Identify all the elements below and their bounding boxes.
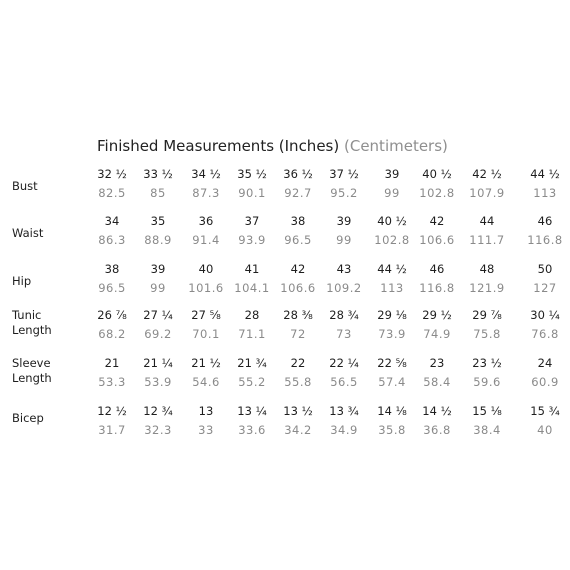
cm-value: 33.6 <box>238 423 266 437</box>
measurement-cell <box>412 355 462 390</box>
cm-value: 38.4 <box>473 423 501 437</box>
inch-value: 40 <box>198 262 214 276</box>
inch-value: 42 <box>290 262 306 276</box>
inch-value: 14 ½ <box>422 404 452 418</box>
row-label <box>12 411 44 426</box>
measurement-cell <box>462 355 512 390</box>
measurement-cell <box>87 261 137 296</box>
cm-value: 99 <box>336 233 352 247</box>
inch-value: 44 ½ <box>377 262 407 276</box>
inch-value: 41 <box>244 262 260 276</box>
inch-value: 46 <box>537 214 553 228</box>
cm-value: 40 <box>537 423 553 437</box>
cm-value: 106.6 <box>280 281 316 295</box>
title-centimeters: (Centimeters) <box>344 137 448 155</box>
inch-value: 12 ¾ <box>143 404 173 418</box>
cm-value: 57.4 <box>378 375 406 389</box>
measurement-cell <box>273 166 323 201</box>
inch-value: 24 <box>537 356 553 370</box>
inch-value: 22 ⅝ <box>377 356 407 370</box>
measurement-cell <box>367 403 417 438</box>
measurement-cell <box>273 307 323 342</box>
row-label <box>12 179 38 194</box>
cm-value: 92.7 <box>284 186 312 200</box>
cm-value: 56.5 <box>330 375 358 389</box>
measurement-cell <box>319 213 369 248</box>
measurement-cell <box>273 403 323 438</box>
cm-value: 59.6 <box>473 375 501 389</box>
measurement-cell <box>412 403 462 438</box>
inch-value: 28 ¾ <box>329 308 359 322</box>
measurement-cell <box>181 261 231 296</box>
measurement-cell <box>133 213 183 248</box>
measurement-cell <box>133 403 183 438</box>
inch-value: 21 ¼ <box>143 356 173 370</box>
inch-value: 27 ¼ <box>143 308 173 322</box>
measurement-cell <box>227 213 277 248</box>
inch-value: 35 ½ <box>237 167 267 181</box>
measurement-cell <box>133 166 183 201</box>
cm-value: 53.9 <box>144 375 172 389</box>
cm-value: 55.2 <box>238 375 266 389</box>
inch-value: 34 ½ <box>191 167 221 181</box>
inch-value: 48 <box>479 262 495 276</box>
inch-value: 36 ½ <box>283 167 313 181</box>
inch-value: 37 ½ <box>329 167 359 181</box>
measurement-cell <box>87 213 137 248</box>
measurement-cell <box>227 307 277 342</box>
cm-value: 69.2 <box>144 327 172 341</box>
cm-value: 96.5 <box>98 281 126 295</box>
row-label <box>12 274 31 289</box>
measurement-cell <box>273 213 323 248</box>
cm-value: 104.1 <box>234 281 270 295</box>
measurement-cell <box>319 355 369 390</box>
cm-value: 109.2 <box>326 281 362 295</box>
measurement-cell <box>87 355 137 390</box>
cm-value: 86.3 <box>98 233 126 247</box>
row-label-line: Bicep <box>12 411 44 425</box>
measurement-cell <box>367 307 417 342</box>
cm-value: 127 <box>533 281 557 295</box>
cm-value: 85 <box>150 186 166 200</box>
inch-value: 36 <box>198 214 214 228</box>
inch-value: 44 <box>479 214 495 228</box>
inch-value: 32 ½ <box>97 167 127 181</box>
inch-value: 42 <box>429 214 445 228</box>
cm-value: 53.3 <box>98 375 126 389</box>
cm-value: 87.3 <box>192 186 220 200</box>
inch-value: 15 ¾ <box>530 404 560 418</box>
inch-value: 28 <box>244 308 260 322</box>
measurement-cell <box>227 355 277 390</box>
measurement-cell <box>412 307 462 342</box>
cm-value: 31.7 <box>98 423 126 437</box>
row-label-line: Sleeve <box>12 356 51 370</box>
inch-value: 21 ½ <box>191 356 221 370</box>
inch-value: 33 ½ <box>143 167 173 181</box>
cm-value: 106.6 <box>419 233 455 247</box>
title-inches: Finished Measurements (Inches) <box>97 137 340 155</box>
cm-value: 73 <box>336 327 352 341</box>
measurement-cell <box>367 355 417 390</box>
inch-value: 13 <box>198 404 214 418</box>
cm-value: 99 <box>150 281 166 295</box>
inch-value: 22 ¼ <box>329 356 359 370</box>
measurement-cell <box>520 307 570 342</box>
inch-value: 15 ⅛ <box>472 404 502 418</box>
cm-value: 55.8 <box>284 375 312 389</box>
inch-value: 12 ½ <box>97 404 127 418</box>
inch-value: 38 <box>104 262 120 276</box>
measurement-cell <box>133 261 183 296</box>
cm-value: 116.8 <box>527 233 563 247</box>
measurement-cell <box>87 403 137 438</box>
inch-value: 13 ¼ <box>237 404 267 418</box>
inch-value: 29 ⅞ <box>472 308 502 322</box>
cm-value: 73.9 <box>378 327 406 341</box>
cm-value: 75.8 <box>473 327 501 341</box>
cm-value: 99 <box>384 186 400 200</box>
measurement-cell <box>520 166 570 201</box>
measurement-cell <box>412 213 462 248</box>
measurement-cell <box>319 166 369 201</box>
inch-value: 50 <box>537 262 553 276</box>
measurement-cell <box>133 355 183 390</box>
inch-value: 23 <box>429 356 445 370</box>
cm-value: 72 <box>290 327 306 341</box>
cm-value: 76.8 <box>531 327 559 341</box>
cm-value: 91.4 <box>192 233 220 247</box>
inch-value: 40 ½ <box>377 214 407 228</box>
inch-value: 13 ¾ <box>329 404 359 418</box>
row-label <box>12 356 52 386</box>
inch-value: 44 ½ <box>530 167 560 181</box>
measurement-cell <box>273 355 323 390</box>
inch-value: 38 <box>290 214 306 228</box>
cm-value: 102.8 <box>419 186 455 200</box>
inch-value: 39 <box>384 167 400 181</box>
cm-value: 36.8 <box>423 423 451 437</box>
inch-value: 23 ½ <box>472 356 502 370</box>
cm-value: 68.2 <box>98 327 126 341</box>
measurement-cell <box>227 261 277 296</box>
measurement-cell <box>227 166 277 201</box>
measurement-cell <box>462 213 512 248</box>
cm-value: 111.7 <box>469 233 505 247</box>
cm-value: 101.6 <box>188 281 224 295</box>
inch-value: 46 <box>429 262 445 276</box>
cm-value: 95.2 <box>330 186 358 200</box>
inch-value: 34 <box>104 214 120 228</box>
measurement-cell <box>227 403 277 438</box>
measurement-cell <box>181 403 231 438</box>
inch-value: 42 ½ <box>472 167 502 181</box>
cm-value: 70.1 <box>192 327 220 341</box>
inch-value: 26 ⅞ <box>97 308 127 322</box>
measurement-cell <box>520 403 570 438</box>
inch-value: 30 ¼ <box>530 308 560 322</box>
inch-value: 43 <box>336 262 352 276</box>
cm-value: 102.8 <box>374 233 410 247</box>
inch-value: 13 ½ <box>283 404 313 418</box>
measurement-cell <box>319 307 369 342</box>
cm-value: 35.8 <box>378 423 406 437</box>
measurement-cell <box>367 213 417 248</box>
inch-value: 21 <box>104 356 120 370</box>
cm-value: 88.9 <box>144 233 172 247</box>
inch-value: 35 <box>150 214 166 228</box>
inch-value: 39 <box>336 214 352 228</box>
inch-value: 29 ⅛ <box>377 308 407 322</box>
inch-value: 14 ⅛ <box>377 404 407 418</box>
measurement-cell <box>462 166 512 201</box>
cm-value: 33 <box>198 423 214 437</box>
row-label-line: Bust <box>12 179 38 193</box>
cm-value: 32.3 <box>144 423 172 437</box>
measurement-cell <box>181 307 231 342</box>
measurement-cell <box>462 307 512 342</box>
measurement-cell <box>181 355 231 390</box>
measurement-cell <box>319 403 369 438</box>
measurement-cell <box>520 213 570 248</box>
row-label-line: Tunic <box>12 308 42 322</box>
inch-value: 22 <box>290 356 306 370</box>
inch-value: 21 ¾ <box>237 356 267 370</box>
cm-value: 34.9 <box>330 423 358 437</box>
inch-value: 37 <box>244 214 260 228</box>
cm-value: 34.2 <box>284 423 312 437</box>
cm-value: 116.8 <box>419 281 455 295</box>
measurement-cell <box>87 166 137 201</box>
cm-value: 60.9 <box>531 375 559 389</box>
cm-value: 107.9 <box>469 186 505 200</box>
measurement-cell <box>520 355 570 390</box>
row-label-line: Hip <box>12 274 32 288</box>
cm-value: 71.1 <box>238 327 266 341</box>
measurement-cell <box>319 261 369 296</box>
row-label-line: Waist <box>12 226 44 240</box>
measurement-cell <box>181 166 231 201</box>
cm-value: 96.5 <box>284 233 312 247</box>
cm-value: 113 <box>533 186 557 200</box>
inch-value: 27 ⅝ <box>191 308 221 322</box>
cm-value: 93.9 <box>238 233 266 247</box>
measurement-cell <box>87 307 137 342</box>
cm-value: 113 <box>380 281 404 295</box>
inch-value: 39 <box>150 262 166 276</box>
row-label <box>12 308 52 338</box>
cm-value: 74.9 <box>423 327 451 341</box>
measurement-cell <box>462 403 512 438</box>
cm-value: 90.1 <box>238 186 266 200</box>
measurement-cell <box>181 213 231 248</box>
measurement-cell <box>273 261 323 296</box>
inch-value: 29 ½ <box>422 308 452 322</box>
measurement-cell <box>412 261 462 296</box>
measurement-cell <box>367 166 417 201</box>
cm-value: 58.4 <box>423 375 451 389</box>
measurement-cell <box>133 307 183 342</box>
measurement-cell <box>520 261 570 296</box>
table-title <box>97 137 448 155</box>
measurement-cell <box>412 166 462 201</box>
cm-value: 54.6 <box>192 375 220 389</box>
cm-value: 82.5 <box>98 186 126 200</box>
cm-value: 121.9 <box>469 281 505 295</box>
measurement-cell <box>462 261 512 296</box>
row-label <box>12 226 43 241</box>
row-label-line: Length <box>12 371 52 385</box>
row-label-line: Length <box>12 323 52 337</box>
inch-value: 40 ½ <box>422 167 452 181</box>
inch-value: 28 ⅜ <box>283 308 313 322</box>
measurement-cell <box>367 261 417 296</box>
